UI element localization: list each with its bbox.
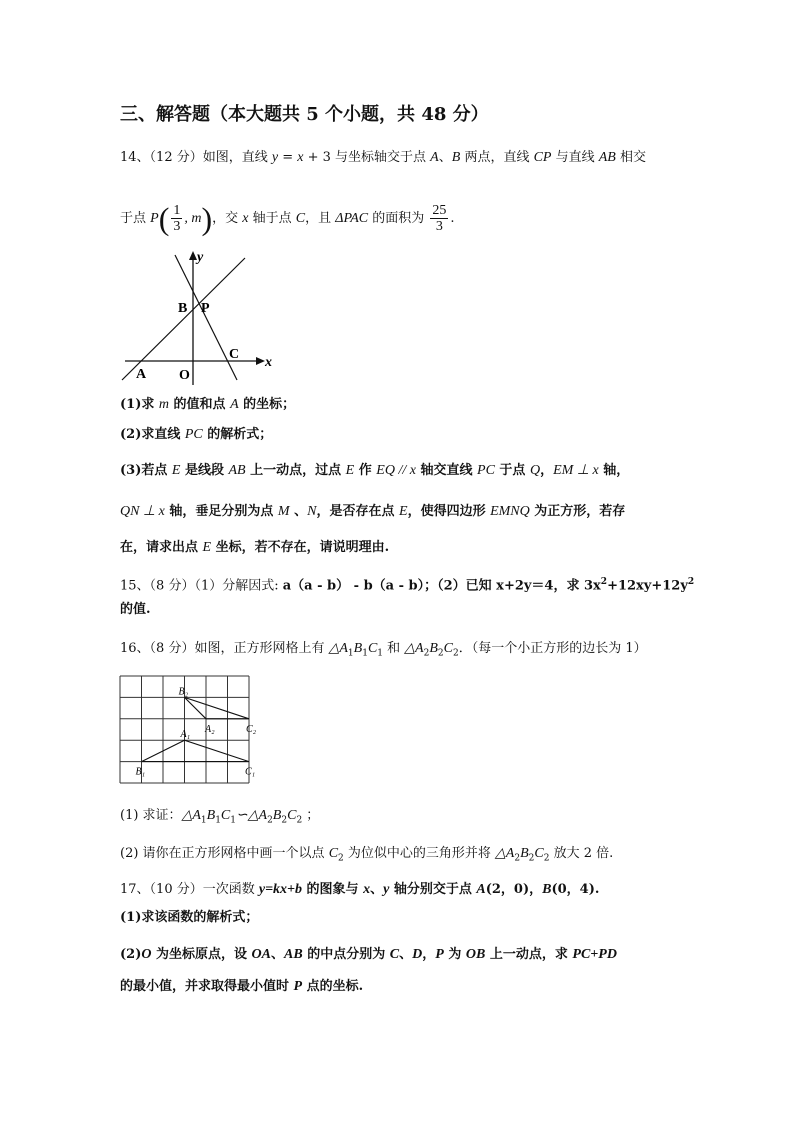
math-text: x: [363, 882, 371, 897]
label-b1: B₁: [135, 766, 146, 778]
text: 、: [370, 882, 384, 897]
text: (1) 求证：: [120, 808, 182, 823]
q16-part2: [120, 845, 613, 868]
label-a: A: [136, 367, 147, 382]
q14-part3-line1: [120, 462, 629, 480]
subscript: 2: [423, 648, 430, 659]
label-p: P: [201, 301, 210, 316]
text: 、: [438, 150, 452, 165]
text: .: [450, 211, 455, 226]
text: 的图象与: [302, 882, 364, 897]
text: 在，请求出点: [120, 540, 203, 555]
text: 点的坐标.: [302, 979, 364, 994]
math-text: y: [271, 150, 279, 165]
math-text: B: [429, 641, 438, 656]
subscript: 1: [215, 815, 221, 826]
label-a2: A₂: [205, 723, 215, 735]
q14-part3-line2: [120, 503, 625, 521]
text: (1)求: [120, 397, 159, 412]
text: (2) 请你在正方形网格中画一个以点: [120, 846, 329, 861]
subscript: 2: [267, 815, 273, 826]
text: 16、（8 分）如图，正方形网格上有: [120, 641, 329, 656]
subscript: 2: [437, 648, 444, 659]
text: 的值.: [120, 602, 151, 617]
text: 的值和点: [169, 397, 231, 412]
text: (2): [120, 947, 142, 962]
parenthesis: (: [158, 200, 170, 237]
label-o: O: [179, 368, 190, 383]
section-title: 三、解答题（本大题共 5 个小题，共 48 分）: [120, 104, 489, 125]
fraction: $\frac{1}{3}$: [173, 203, 181, 234]
math-text: C: [328, 846, 339, 861]
text: 轴，垂足分别为点: [164, 504, 278, 519]
text: ；: [302, 808, 320, 823]
math-text: C: [295, 211, 306, 226]
math-text: ΔPAC: [335, 211, 369, 226]
text: 的坐标；: [238, 397, 296, 412]
text: 两点，直线: [460, 150, 534, 165]
math-text: AB: [284, 947, 303, 962]
math-text: QN ⊥ x: [120, 504, 165, 519]
figure-q16-grid: [115, 670, 275, 795]
math-text: C: [367, 641, 378, 656]
math-text: CP: [533, 150, 552, 165]
text: 的最小值，并求取得最小值时: [120, 979, 294, 994]
q14-line1: [120, 149, 646, 167]
label-c2: C₂: [246, 723, 257, 735]
math-text: P: [435, 947, 444, 962]
text: ，且: [305, 211, 336, 226]
math-text: OB: [465, 947, 486, 962]
label-b2: B₂: [178, 686, 189, 698]
text: 、: [399, 947, 413, 962]
text: 是线段: [180, 463, 229, 478]
text: =: [278, 150, 298, 165]
x-axis-arrow: [256, 357, 265, 365]
q14-part3-line3: [120, 539, 389, 557]
q17-part2-line2: [120, 978, 363, 996]
text: 轴于点: [248, 211, 296, 226]
math-text: P: [293, 979, 303, 994]
text: ，使得四边形: [407, 504, 491, 519]
text: 轴分别交于点: [389, 882, 477, 897]
math-text: C: [443, 641, 453, 656]
text: 、: [271, 947, 285, 962]
text: ，: [422, 947, 436, 962]
math-text: M: [277, 504, 290, 519]
math-text: △A: [495, 846, 515, 861]
text: 的面积为: [368, 211, 429, 226]
text: 坐标，若不存在，请说明理由.: [211, 540, 390, 555]
text: 的中点分别为: [302, 947, 390, 962]
math-text: △A: [181, 808, 201, 823]
math-text: PC+PD: [572, 947, 617, 962]
subscript: 1: [230, 815, 236, 826]
text: 14、（12 分）如图，直线: [120, 150, 272, 165]
q16-line1: [120, 640, 647, 663]
text: 为正方形，若存: [529, 504, 626, 519]
subscript: 1: [362, 648, 368, 659]
text: (2，0)，: [485, 882, 543, 897]
text: (0，4).: [551, 882, 600, 897]
math-text: B: [520, 846, 529, 861]
math-text: E: [399, 504, 408, 519]
subscript: 2: [296, 815, 303, 826]
subscript: 1: [200, 815, 207, 826]
math-text: O: [141, 947, 152, 962]
math-text: B: [353, 641, 363, 656]
superscript: 2: [600, 577, 608, 587]
text: ，: [540, 463, 554, 478]
text: ．（每一个小正方形的边长为 1）: [458, 641, 647, 656]
math-text: EQ // x: [376, 463, 416, 478]
text: +12xy+12y: [607, 578, 688, 594]
math-text: B: [451, 150, 461, 165]
q14-part2: [120, 426, 272, 444]
math-text: E: [171, 463, 181, 478]
q15-line1: [120, 573, 694, 595]
math-text: B: [542, 882, 552, 897]
math-text: Q: [529, 463, 541, 478]
subscript: 2: [452, 648, 459, 659]
text: 作: [354, 463, 377, 478]
q17-line1: [120, 881, 599, 899]
text: 于点: [494, 463, 530, 478]
math-text: C: [534, 846, 544, 861]
text: 上一动点，过点: [245, 463, 346, 478]
text: 放大 2 倍.: [549, 846, 614, 861]
q16-part1: [120, 807, 319, 830]
math-text: N: [307, 504, 317, 519]
math-text: PC: [184, 427, 203, 442]
superscript: 2: [687, 577, 695, 587]
text: ，是否存在点: [316, 504, 399, 519]
label-x: x: [265, 355, 272, 370]
text: 轴，: [598, 463, 630, 478]
math-text: EM ⊥ x: [553, 463, 599, 478]
text: 17、（10 分）一次函数: [120, 882, 259, 897]
text: 15、（8 分）（1）分解因式:: [120, 578, 283, 594]
text: 相交: [615, 150, 646, 165]
fraction: $\frac{25}{3}$: [432, 203, 447, 234]
q17-part2-line1: [120, 946, 617, 964]
text: (1)求该函数的解析式；: [120, 910, 259, 925]
label-c1: C₁: [245, 766, 256, 778]
parenthesis: ): [201, 200, 213, 237]
y-axis-arrow: [189, 251, 197, 260]
text: 于点: [120, 211, 151, 226]
text: (3)若点: [120, 463, 172, 478]
math-text: AB: [598, 150, 616, 165]
q17-part1: [120, 909, 258, 927]
text: 为位似中心的三角形并将: [343, 846, 496, 861]
text: 和: [383, 641, 405, 656]
label-y: y: [197, 250, 204, 265]
math-text: m: [158, 397, 169, 412]
math-text: D: [412, 947, 423, 962]
text: 轴交直线: [415, 463, 478, 478]
math-text: E: [345, 463, 355, 478]
math-text: B: [272, 808, 282, 823]
math-text: A: [430, 150, 439, 165]
text: (2)求直线: [120, 427, 185, 442]
subscript: 2: [338, 853, 344, 864]
text: 、: [289, 504, 308, 519]
math-text: A: [230, 397, 239, 412]
text: + 3 与坐标轴交于点: [303, 150, 431, 165]
math-text: OA: [251, 947, 271, 962]
triangle-a2b2c2: [185, 697, 250, 718]
math-text: y: [383, 882, 390, 897]
label-b: B: [178, 301, 188, 316]
triangle-a1b1c1: [142, 740, 250, 761]
q14-line2: [120, 200, 455, 237]
math-text: B: [206, 808, 216, 823]
subscript: 2: [528, 853, 535, 864]
math-text: y=kx+b: [258, 882, 303, 897]
text: 为: [443, 947, 466, 962]
math-text: C: [220, 808, 231, 823]
subscript: 2: [514, 853, 521, 864]
figure-q14-coordinate-graph: [115, 245, 285, 390]
text: 与直线: [551, 150, 599, 165]
text: ，交: [212, 211, 243, 226]
subscript: 2: [281, 815, 288, 826]
math-text: △A: [328, 641, 348, 656]
math-text: P: [150, 211, 159, 226]
math-text: ∽△A: [236, 808, 268, 823]
math-text: A: [476, 882, 486, 897]
label-c: C: [229, 347, 240, 362]
text: a（a - b） - b（a - b）；（2）已知 x+2y＝4，求 3x: [282, 578, 601, 594]
text: 上一动点，求: [485, 947, 573, 962]
math-text: , m: [184, 211, 202, 226]
text: 为坐标原点，设: [151, 947, 252, 962]
subscript: 2: [543, 853, 550, 864]
math-text: x: [242, 211, 249, 226]
math-text: C: [287, 808, 297, 823]
q15-line2: [120, 601, 151, 619]
math-text: △A: [404, 641, 424, 656]
math-text: C: [389, 947, 400, 962]
math-text: AB: [228, 463, 246, 478]
math-text: x: [297, 150, 304, 165]
subscript: 1: [377, 648, 384, 659]
subscript: 1: [347, 648, 354, 659]
text: 的解析式；: [202, 427, 273, 442]
line-ab: [122, 258, 245, 380]
math-text: E: [202, 540, 212, 555]
label-a1: A₁: [180, 729, 191, 741]
math-text: PC: [477, 463, 495, 478]
q14-part1: [120, 396, 295, 414]
math-text: EMNQ: [490, 504, 530, 519]
